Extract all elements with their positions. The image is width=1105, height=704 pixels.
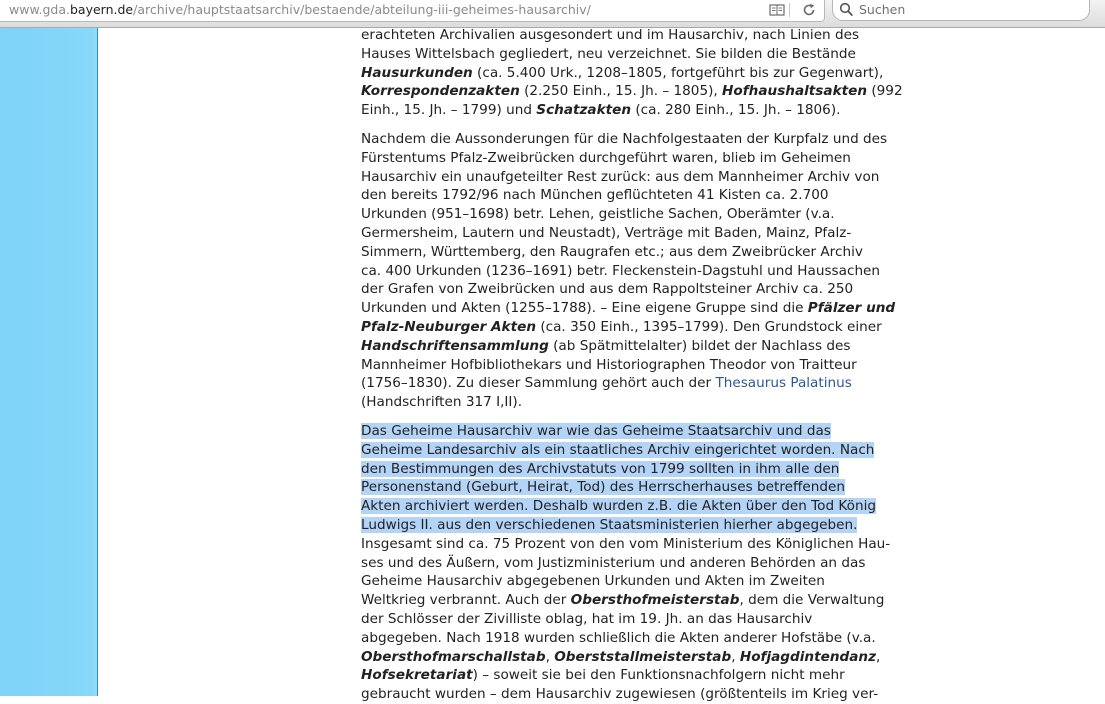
term-hofsekretariat: Hofsekretariat <box>361 667 473 684</box>
selected-text-line <box>361 441 875 460</box>
text-line: Insgesamt sind ca. 75 Prozent von den vom Ministerium des Königlichen Hau- <box>361 535 891 552</box>
term-oberststallmeisterstab: Oberststallmeisterstab <box>554 648 732 665</box>
url-domain: bayern.de <box>70 2 134 17</box>
url-path: /archive/hauptstaatsarchiv/bestaende/abteilung-iii-geheimes-hausarchiv/ <box>133 2 591 17</box>
address-bar[interactable] <box>0 0 825 22</box>
text-span: , <box>731 648 740 665</box>
text-span: , dem die Verwaltung <box>739 592 885 609</box>
text-line <box>361 374 861 393</box>
text-line <box>361 591 885 610</box>
text-line <box>361 101 861 120</box>
text-line: Mannheimer Hofbibliothekars und Historiographen Theodor von Traitteur <box>361 356 857 373</box>
text-span: Urkunden und Akten (1255–1788). – Eine eigene Gruppe sind die <box>361 300 808 317</box>
term-obersthofmeisterstab: Obersthofmeisterstab <box>570 592 740 609</box>
article-content <box>361 26 903 704</box>
term-pfalz-neuburger-akten: Pfalz-Neuburger Akten <box>361 318 536 335</box>
search-icon <box>839 1 853 17</box>
toolbar-separator <box>789 3 790 17</box>
term-pfaelzer: Pfälzer und <box>807 300 896 317</box>
text-span: (1756–1830). Zu dieser Sammlung gehört auch der <box>361 375 716 392</box>
text-span: , <box>545 648 555 665</box>
thesaurus-palatinus-link[interactable]: Thesaurus Palatinus <box>715 375 852 392</box>
paragraph-2 <box>361 130 896 412</box>
text-line: Urkunden (951–1698) betr. Lehen, geistliche Sachen, Oberämter (v.a. <box>361 206 835 223</box>
sidebar <box>0 28 98 696</box>
text-span: , <box>876 648 881 665</box>
browser-toolbar <box>0 0 1105 28</box>
text-line: gebraucht wurden – dem Hausarchiv zugewiesen (größtenteils im Krieg ver- <box>361 686 879 703</box>
text-line: ses und des Äußern, vom Justizministerium und anderen Behörden an das <box>361 554 866 571</box>
text-span: (ab Spätmittelalter) bildet der Nachlass des <box>548 337 851 354</box>
text-span: (ca. 5.400 Urk., 1208–1805, fortgeführt bis zur Gegenwart), <box>472 64 884 81</box>
text-line <box>361 64 884 83</box>
selected-text: Geheime Landesarchiv als ein staatliches Archiv eingerichtet worden. Nach <box>361 441 875 458</box>
selected-text-line <box>361 422 861 441</box>
term-korrespondenzakten: Korrespondenzakten <box>361 83 520 100</box>
text-line <box>361 648 881 667</box>
paragraph-3 <box>361 422 891 704</box>
text-line <box>361 337 861 356</box>
text-line: der Grafen von Zweibrücken und aus dem Rappoltsteiner Archiv ca. 250 <box>361 281 854 298</box>
search-placeholder: Suchen <box>859 2 906 17</box>
text-line: Hauses Wittelsbach gegliedert, neu verzeichnet. Sie bilden die Bestände <box>361 45 856 62</box>
selected-text-line <box>361 497 876 516</box>
text-line <box>361 299 896 318</box>
selected-text: Das Geheime Hausarchiv war wie das Geheime Staatsarchiv und das <box>361 422 831 439</box>
paragraph-gap <box>361 120 861 130</box>
url-prefix: www.gda. <box>9 2 70 17</box>
text-line <box>361 82 903 101</box>
text-line: ca. 400 Urkunden (1236–1691) betr. Fleckenstein-Dagstuhl und Haussachen <box>361 262 881 279</box>
selected-text-line <box>361 478 861 497</box>
term-hausurkunden: Hausurkunden <box>361 64 473 81</box>
text-span: Einh., 15. Jh. – 1799) und <box>361 102 537 119</box>
text-span: (992 <box>867 83 903 100</box>
selected-text: Personenstand (Geburt, Heirat, Tod) des Herrscherhauses betreffenden <box>361 479 845 496</box>
text-line: Germersheim, Lautern und Neustadt), Verträge mit Baden, Mainz, Pfalz- <box>361 224 852 241</box>
text-line <box>361 666 861 685</box>
text-span: (ca. 280 Einh., 15. Jh. – 1806). <box>631 102 841 119</box>
paragraph-1 <box>361 26 903 120</box>
text-span: (2.250 Einh., 15. Jh. – 1805), <box>519 83 723 100</box>
text-line <box>361 318 882 337</box>
text-line: Hausarchiv ein unaufgeteilter Rest zurück: aus dem Mannheimer Archiv von <box>361 168 880 185</box>
selected-text-line <box>361 460 861 479</box>
reload-icon[interactable] <box>797 1 821 19</box>
text-line: Fürstentums Pfalz-Zweibrücken durchgeführt waren, blieb im Geheimen <box>361 149 851 166</box>
text-line: erachteten Archivalien ausgesondert und im Hausarchiv, nach Linien des <box>361 27 860 43</box>
term-schatzakten: Schatzakten <box>536 102 632 119</box>
search-input[interactable] <box>832 0 1090 21</box>
text-line: Geheime Hausarchiv abgegebenen Urkunden und Akten im Zweiten <box>361 573 825 590</box>
selected-text: Ludwigs II. aus den verschiedenen Staatsministerien hierher abgegeben. <box>361 516 858 533</box>
text-line: Simmern, Württemberg, den Raugrafen etc.; aus dem Zweibrücker Archiv <box>361 243 863 260</box>
text-line: abgegeben. Nach 1918 wurden schließlich die Akten anderer Hofstäbe (v.a. <box>361 629 876 646</box>
text-line: (Handschriften 317 I,II). <box>361 394 523 411</box>
term-hofjagdintendanz: Hofjagdintendanz <box>739 648 876 665</box>
selected-text: Akten archiviert werden. Deshalb wurden z.B. die Akten über den Tod König <box>361 498 876 515</box>
selected-text-line <box>361 516 861 535</box>
reader-icon[interactable] <box>765 1 789 19</box>
text-span: ) – soweit sie bei den Funktionsnachfolgern nicht mehr <box>472 667 845 684</box>
term-hofhaushaltsakten: Hofhaushaltsakten <box>722 83 868 100</box>
text-line: Nachdem die Aussonderungen für die Nachfolgestaaten der Kurpfalz und des <box>361 130 888 147</box>
text-span: (ca. 350 Einh., 1395–1799). Den Grundstock einer <box>536 318 882 335</box>
text-span: Weltkrieg verbrannt. Auch der <box>361 592 571 609</box>
text-line: der Schlösser der Zivilliste oblag, hat im 19. Jh. an das Hausarchiv <box>361 610 813 627</box>
term-handschriftensammlung: Handschriftensammlung <box>361 337 549 354</box>
paragraph-gap <box>361 412 861 422</box>
selected-text: den Bestimmungen des Archivstatuts von 1799 sollten in ihm alle den <box>361 460 840 477</box>
text-line: den bereits 1792/96 nach München geflüchteten 41 Kisten ca. 2.700 <box>361 187 829 204</box>
term-obersthofmarschallstab: Obersthofmarschallstab <box>361 648 546 665</box>
